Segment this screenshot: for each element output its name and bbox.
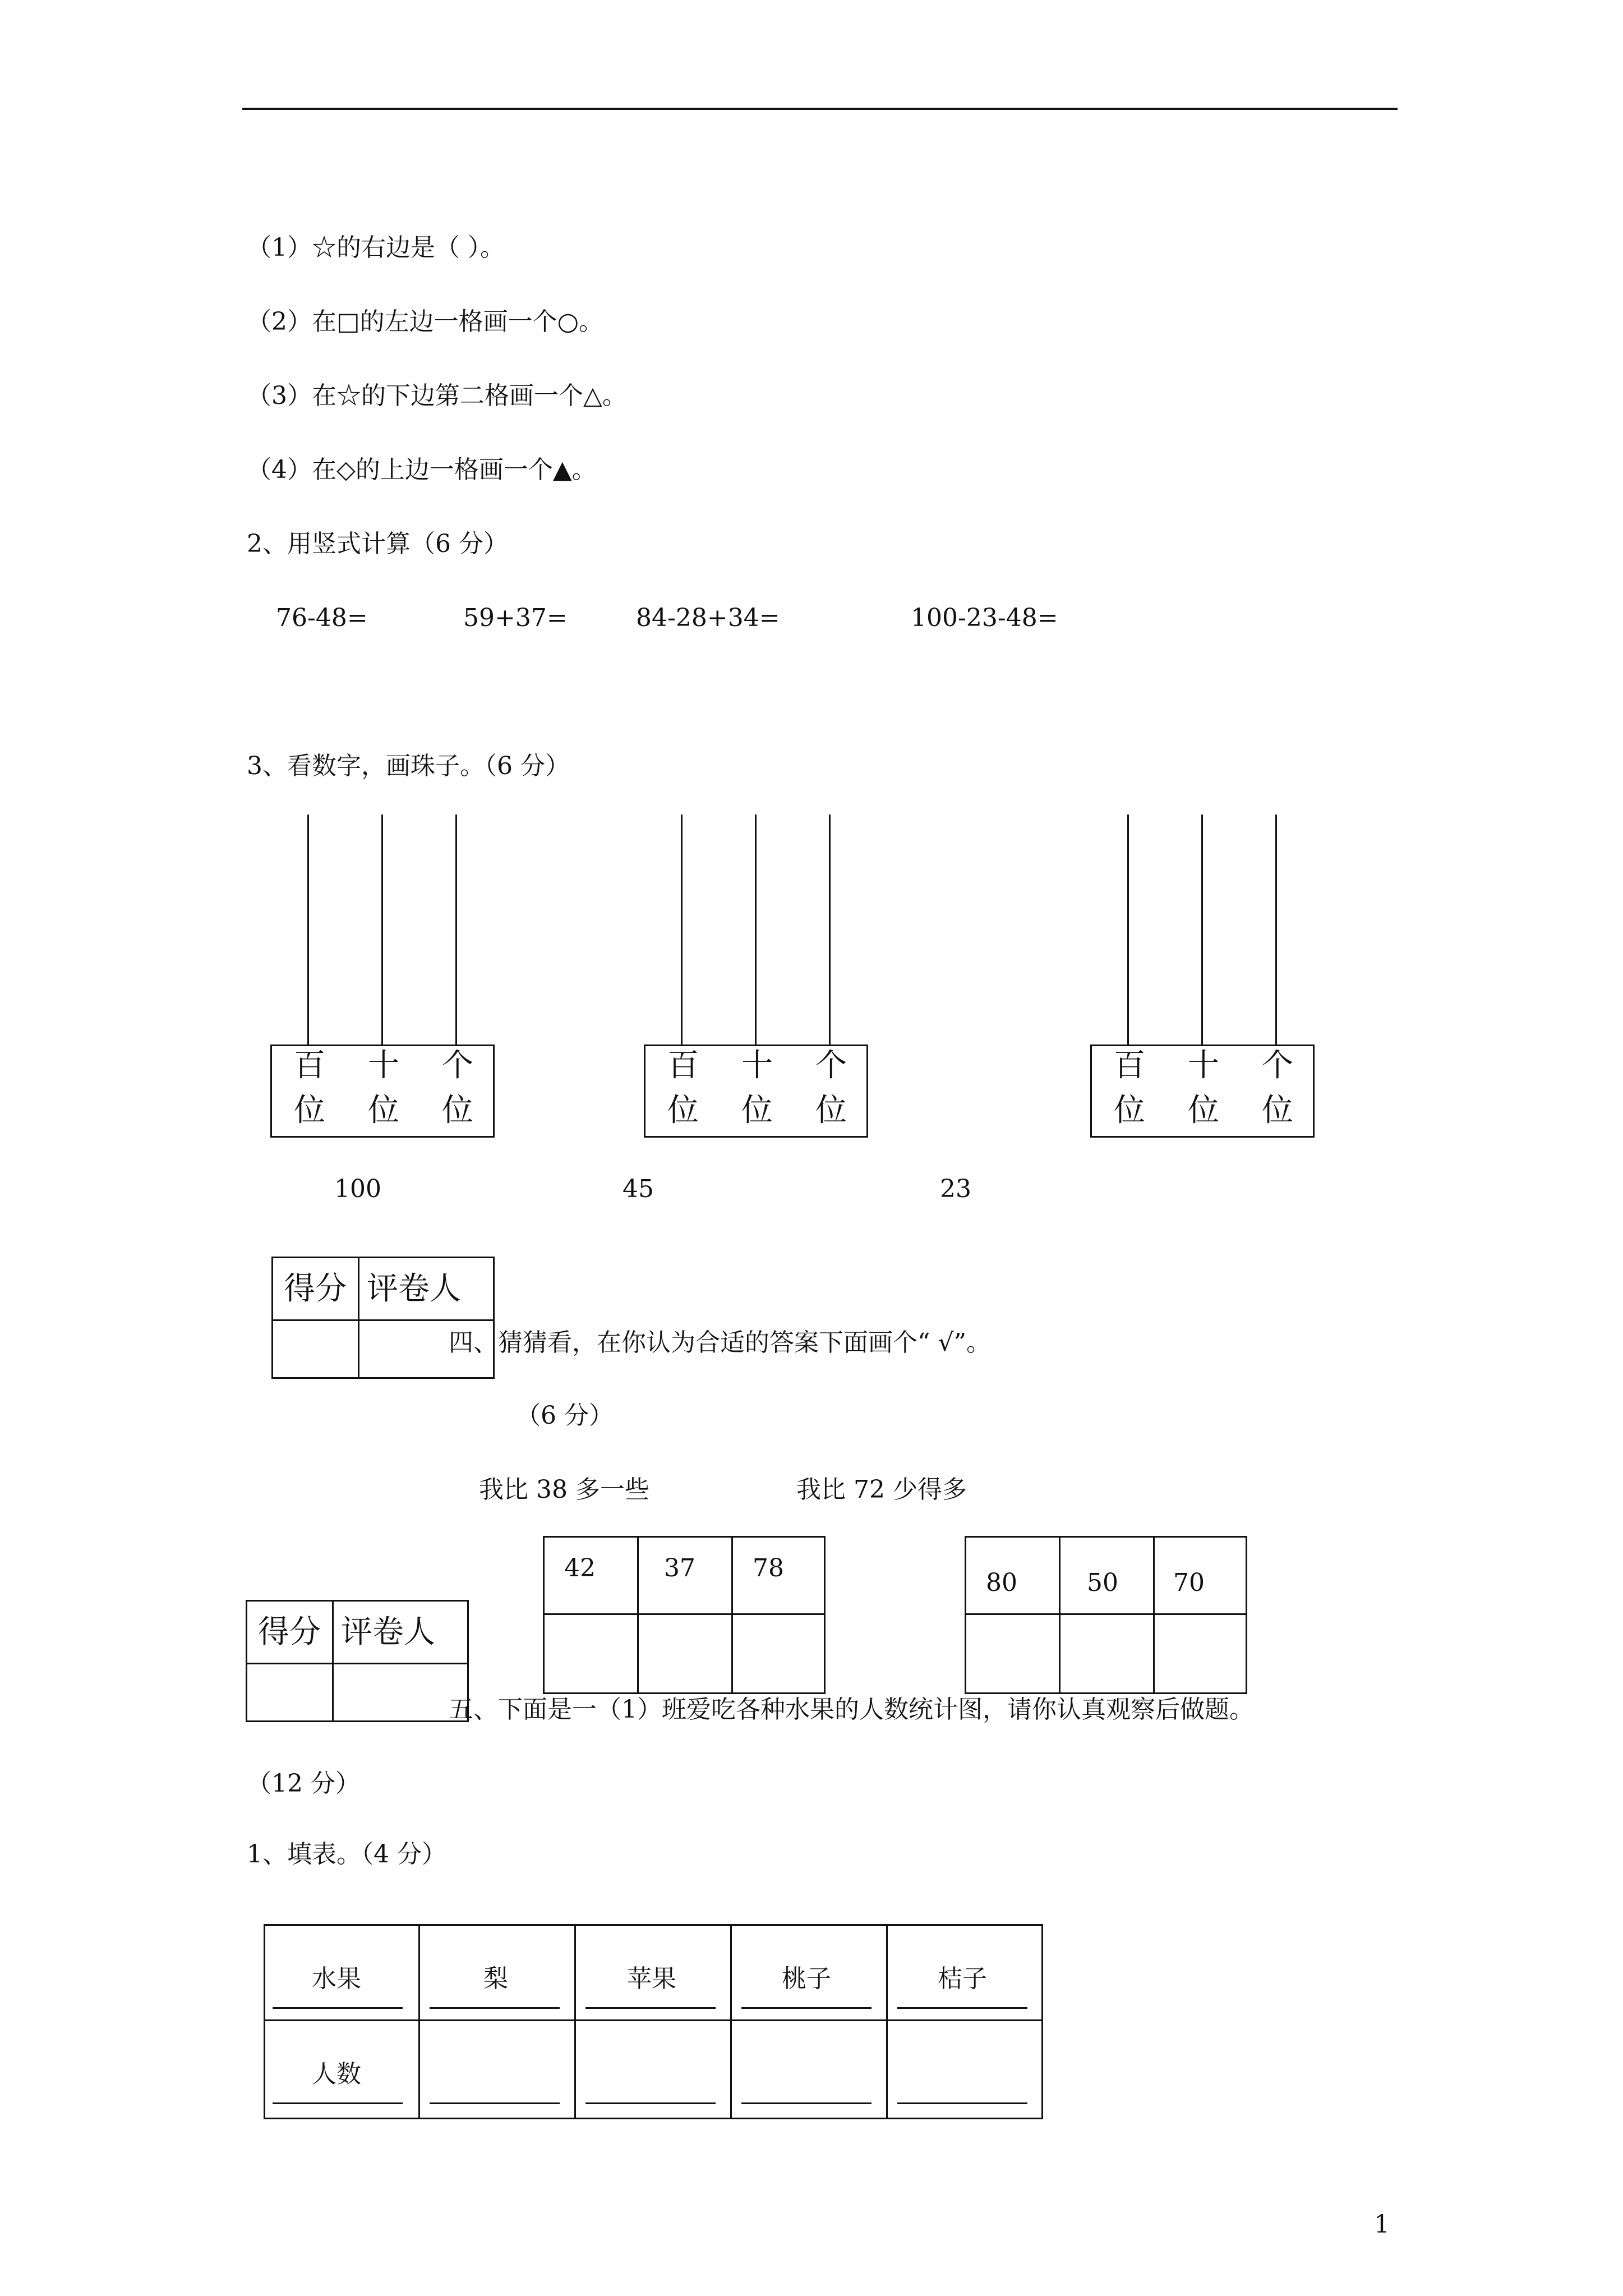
guess-table-divider	[543, 1613, 826, 1615]
guess-option: 50	[1087, 1568, 1118, 1597]
score-table-divider	[246, 1663, 469, 1664]
answer-cell-42[interactable]	[545, 1616, 636, 1692]
q2-problem-2: 59+37=	[463, 604, 568, 632]
abacus-number-2: 45	[623, 1175, 654, 1203]
section4-prompt-right: 我比 72 少得多	[796, 1475, 967, 1504]
fruit-table-divider	[264, 2019, 1043, 2021]
q2-problem-4: 100-23-48=	[911, 604, 1058, 632]
fruit-header: 水果	[312, 1964, 361, 1993]
place-label-ones-bottom: 位	[442, 1092, 473, 1129]
answer-cell-70[interactable]	[1155, 1616, 1246, 1692]
fruit-table-frame	[264, 1924, 1043, 2119]
q1-item-1: （1）☆的右边是（ ）。	[247, 233, 505, 262]
place-label-tens-top: 十	[1188, 1047, 1219, 1084]
header-underline	[585, 2007, 716, 2009]
fruit-header: 桃子	[782, 1964, 831, 1993]
place-label-tens-bottom: 位	[368, 1092, 399, 1129]
score-table-divider	[271, 1319, 495, 1321]
answer-cell-80[interactable]	[967, 1616, 1058, 1692]
grader-label: 评卷人	[367, 1271, 461, 1307]
place-label-ones-top: 个	[442, 1047, 473, 1084]
fruit-table-divider	[886, 1924, 888, 2119]
guess-table-divider	[965, 1613, 1247, 1615]
score-label: 得分	[258, 1614, 321, 1650]
section4-prompt-left: 我比 38 多一些	[479, 1475, 649, 1504]
abacus-number-1: 100	[334, 1175, 381, 1203]
count-row-label: 人数	[312, 2060, 361, 2088]
abacus-rod	[381, 815, 383, 1046]
abacus-rod	[1275, 815, 1277, 1046]
place-label-hundreds-top: 百	[667, 1047, 699, 1084]
q1-item-3: （3）在☆的下边第二格画一个△。	[247, 381, 627, 410]
guess-option: 37	[664, 1554, 695, 1582]
header-underline	[273, 2007, 403, 2009]
fruit-header: 苹果	[627, 1964, 676, 1993]
section4-points: （6 分）	[516, 1401, 614, 1430]
header-rule	[242, 108, 1398, 110]
score-table-divider	[332, 1600, 334, 1722]
abacus-number-3: 23	[940, 1175, 971, 1203]
abacus-rod	[1127, 815, 1129, 1046]
grader-label: 评卷人	[341, 1614, 435, 1650]
answer-cell-37[interactable]	[639, 1616, 730, 1692]
score-table-divider	[358, 1257, 359, 1379]
section4-title: 四、猜猜看，在你认为合适的答案下面画个“ √”。	[449, 1328, 992, 1357]
place-label-tens-bottom: 位	[741, 1092, 773, 1129]
place-label-ones-bottom: 位	[815, 1092, 847, 1129]
guess-option: 80	[986, 1568, 1017, 1597]
header-underline	[430, 2007, 560, 2009]
place-label-ones-top: 个	[1262, 1047, 1293, 1084]
place-label-tens-top: 十	[368, 1047, 399, 1084]
fruit-table-divider	[574, 1924, 576, 2119]
count-answer-line-peach[interactable]	[741, 2102, 872, 2104]
fruit-header: 梨	[483, 1964, 508, 1993]
answer-cell-50[interactable]	[1061, 1616, 1152, 1692]
q1-item-4: （4）在◇的上边一格画一个▲。	[247, 455, 597, 484]
abacus-rod	[755, 815, 757, 1046]
answer-cell-78[interactable]	[734, 1616, 824, 1692]
abacus-rod	[829, 815, 831, 1046]
count-answer-line-orange[interactable]	[897, 2102, 1027, 2104]
count-underline	[273, 2102, 403, 2104]
section5-sub1: 1、填表。（4 分）	[247, 1840, 446, 1869]
guess-table-divider	[731, 1536, 733, 1694]
score-label: 得分	[284, 1271, 347, 1307]
section5-title: 五、下面是一（1）班爱吃各种水果的人数统计图，请你认真观察后做题。	[449, 1695, 1254, 1724]
fruit-table-divider	[418, 1924, 420, 2119]
place-label-ones-bottom: 位	[1262, 1092, 1293, 1129]
guess-table-divider	[637, 1536, 639, 1694]
guess-table-divider	[1153, 1536, 1155, 1694]
page-number: 1	[1374, 2210, 1390, 2239]
q2-problem-1: 76-48=	[276, 604, 368, 632]
place-label-tens-bottom: 位	[1188, 1092, 1219, 1129]
guess-option: 78	[753, 1554, 784, 1582]
guess-table-divider	[1059, 1536, 1061, 1694]
place-label-hundreds-bottom: 位	[1114, 1092, 1145, 1129]
place-label-hundreds-top: 百	[294, 1047, 325, 1084]
fruit-header: 桔子	[938, 1964, 987, 1993]
place-label-tens-top: 十	[741, 1047, 773, 1084]
place-label-ones-top: 个	[815, 1047, 847, 1084]
place-label-hundreds-bottom: 位	[294, 1092, 325, 1129]
place-label-hundreds-bottom: 位	[667, 1092, 699, 1129]
fruit-table-divider	[730, 1924, 732, 2119]
q2-problem-3: 84-28+34=	[636, 604, 780, 632]
abacus-rod	[455, 815, 457, 1046]
section5-points: （12 分）	[247, 1769, 360, 1798]
guess-option: 70	[1173, 1568, 1205, 1597]
abacus-rod	[1201, 815, 1203, 1046]
count-answer-line-apple[interactable]	[585, 2102, 716, 2104]
place-label-hundreds-top: 百	[1114, 1047, 1145, 1084]
count-answer-line-pear[interactable]	[430, 2102, 560, 2104]
q3-title: 3、看数字，画珠子。（6 分）	[247, 752, 570, 780]
abacus-rod	[307, 815, 309, 1046]
header-underline	[897, 2007, 1027, 2009]
guess-option: 42	[564, 1554, 596, 1582]
abacus-rod	[681, 815, 683, 1046]
q2-title: 2、用竖式计算（6 分）	[247, 530, 508, 558]
header-underline	[741, 2007, 872, 2009]
q1-item-2: （2）在□的左边一格画一个○。	[247, 307, 603, 336]
